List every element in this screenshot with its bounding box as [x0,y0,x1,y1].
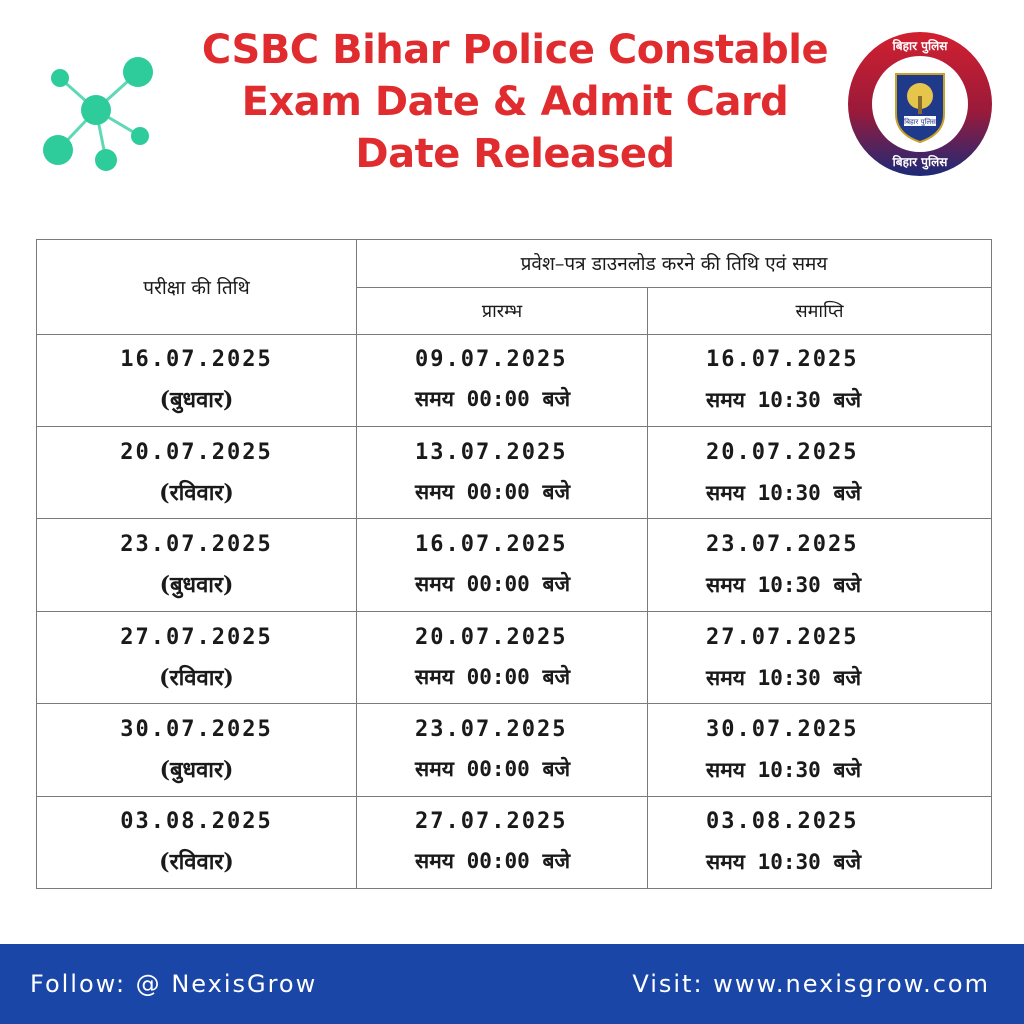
time-suffix: बजे [542,848,571,874]
exam-date: 23.07.2025 [120,532,273,558]
start-date: 16.07.2025 [415,532,568,558]
end-date: 16.07.2025 [706,347,859,373]
exam-day: (रविवार) [159,479,234,506]
emblem-text-inner: बिहार पुलिस [904,118,936,126]
start-time: 00:00 [466,756,530,781]
exam-date-cell [37,704,357,796]
start-cell [357,796,648,888]
start-date: 13.07.2025 [415,439,568,465]
end-date: 30.07.2025 [706,716,859,742]
start-date: 09.07.2025 [415,347,568,373]
start-cell [357,427,648,519]
start-time: 00:00 [466,664,530,689]
exam-date: 27.07.2025 [120,624,273,650]
page-title [180,24,850,180]
end-time: 10:30 [757,573,821,598]
time-suffix: बजे [833,756,862,782]
table-row [37,519,992,611]
time-suffix: बजे [542,755,571,781]
exam-day: (बुधवार) [159,756,234,783]
end-date: 23.07.2025 [706,532,859,558]
end-time-line [706,658,991,698]
start-date: 23.07.2025 [415,716,568,742]
time-prefix: समय [415,663,454,689]
time-prefix: समय [706,756,745,782]
time-suffix: बजे [833,664,862,690]
end-cell [648,427,992,519]
exam-date: 16.07.2025 [120,347,273,373]
exam-date-cell [37,334,357,426]
emblem-text-top: बिहार पुलिस [892,39,948,53]
end-date: 27.07.2025 [706,624,859,650]
end-date: 03.08.2025 [706,809,859,835]
title-line-2: Exam Date & Admit Card [241,79,789,125]
emblem-text-bottom: बिहार पुलिस [892,155,948,169]
start-cell [357,334,648,426]
time-prefix: समय [706,664,745,690]
start-date: 27.07.2025 [415,809,568,835]
time-suffix: बजे [833,387,862,413]
end-cell [648,611,992,703]
exam-date: 20.07.2025 [120,439,273,465]
time-prefix: समय [706,572,745,598]
follow-link[interactable]: Follow: @ NexisGrow [30,970,318,998]
end-time-line [706,750,991,790]
end-time-line [706,842,991,882]
end-time: 10:30 [757,388,821,413]
header [0,0,1024,215]
exam-date-cell [37,519,357,611]
time-suffix: बजे [542,478,571,504]
end-cell [648,796,992,888]
end-time: 10:30 [757,665,821,690]
time-suffix: बजे [542,571,571,597]
exam-day: (रविवार) [159,849,234,876]
time-suffix: बजे [833,572,862,598]
end-time: 10:30 [757,757,821,782]
time-suffix: बजे [542,386,571,412]
end-time-line [706,380,991,420]
time-prefix: समय [415,478,454,504]
time-prefix: समय [706,849,745,875]
exam-day: (बुधवार) [159,572,234,599]
start-header: प्रारम्भ [357,287,648,334]
table-row [37,611,992,703]
end-time: 10:30 [757,480,821,505]
start-time: 00:00 [466,479,530,504]
end-time-line [706,473,991,513]
title-line-1: CSBC Bihar Police Constable [201,27,829,73]
time-suffix: बजे [833,849,862,875]
exam-date-cell [37,427,357,519]
start-time-line [415,841,647,881]
start-cell [357,704,648,796]
schedule-grid [36,239,992,889]
start-time-line [415,564,647,604]
start-time: 00:00 [466,572,530,597]
start-time: 00:00 [466,387,530,412]
start-date: 20.07.2025 [415,624,568,650]
exam-date-cell [37,796,357,888]
bihar-police-emblem-icon [846,30,994,178]
end-cell [648,519,992,611]
network-icon [36,50,160,174]
end-time: 10:30 [757,850,821,875]
time-prefix: समय [415,571,454,597]
time-prefix: समय [415,755,454,781]
time-prefix: समय [706,387,745,413]
table-row [37,334,992,426]
table-row [37,704,992,796]
table-row [37,427,992,519]
footer [0,944,1024,1024]
visit-link[interactable]: Visit: www.nexisgrow.com [632,970,990,998]
end-time-line [706,565,991,605]
table-row [37,796,992,888]
end-cell [648,334,992,426]
start-time-line [415,472,647,512]
download-header: प्रवेश–पत्र डाउनलोड करने की तिथि एवं समय [357,240,992,288]
start-time-line [415,749,647,789]
end-date: 20.07.2025 [706,439,859,465]
start-time: 00:00 [466,849,530,874]
end-cell [648,704,992,796]
exam-day: (रविवार) [159,664,234,691]
time-prefix: समय [415,386,454,412]
exam-day: (बुधवार) [159,387,234,414]
time-suffix: बजे [542,663,571,689]
start-cell [357,611,648,703]
exam-date: 30.07.2025 [120,716,273,742]
time-prefix: समय [706,479,745,505]
end-header: समाप्ति [648,287,992,334]
exam-date: 03.08.2025 [120,809,273,835]
time-suffix: बजे [833,479,862,505]
time-prefix: समय [415,848,454,874]
start-time-line [415,657,647,697]
schedule-table [36,239,991,889]
exam-date-cell [37,611,357,703]
start-time-line [415,379,647,419]
title-line-3: Date Released [355,131,675,177]
exam-date-header: परीक्षा की तिथि [37,240,357,335]
start-cell [357,519,648,611]
